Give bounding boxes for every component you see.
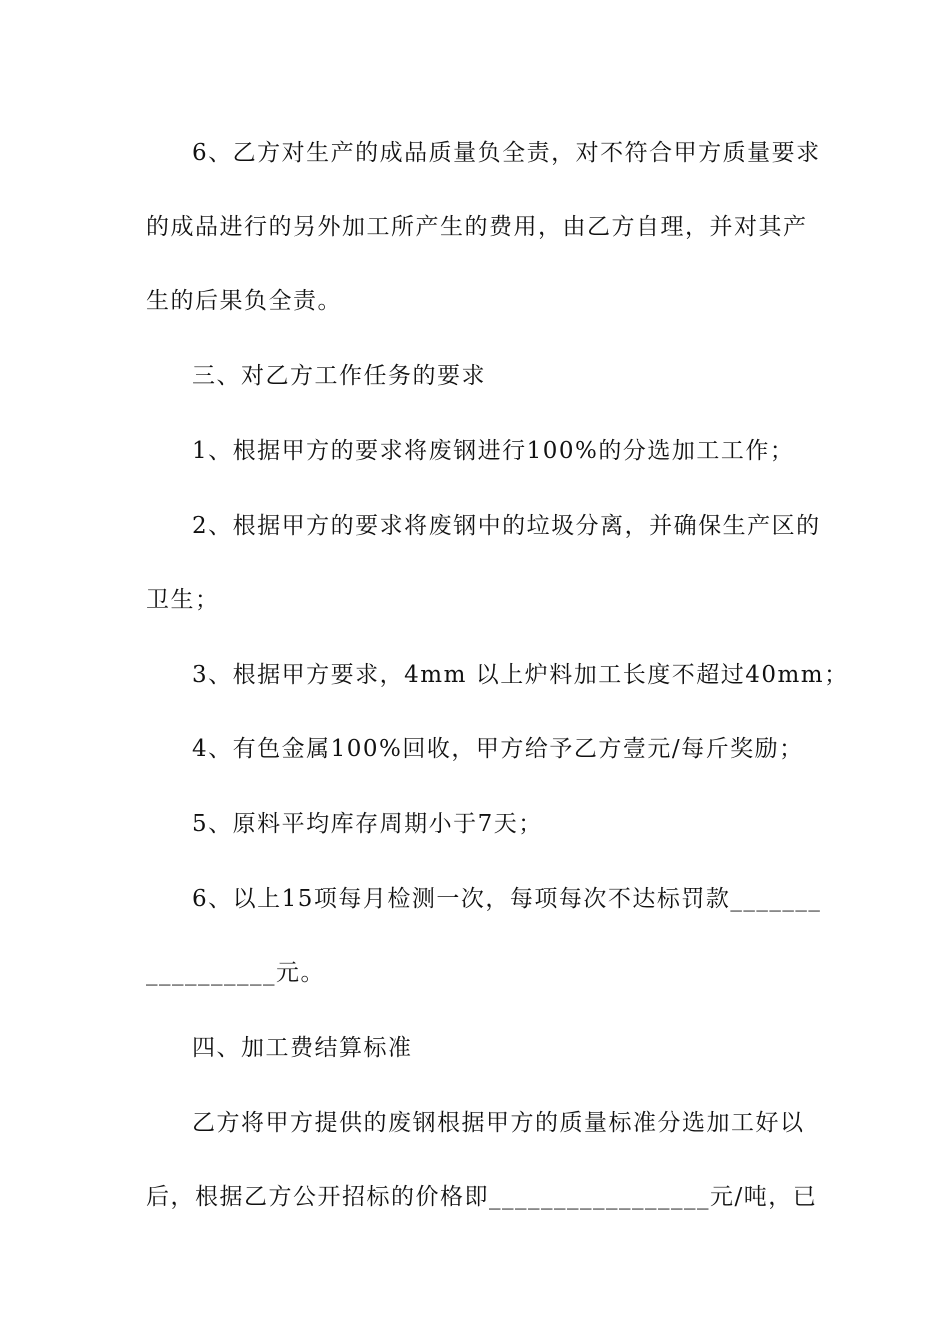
paragraph-line: 后，根据乙方公开招标的价格即_________________元/吨，已 [146, 1184, 818, 1210]
paragraph-line: 1、根据甲方的要求将废钢进行100%的分选加工工作； [192, 438, 795, 464]
paragraph-line: 2、根据甲方的要求将废钢中的垃圾分离，并确保生产区的 [192, 513, 821, 539]
paragraph-line: 3、根据甲方要求，4mm 以上炉料加工长度不超过40mm； [192, 662, 849, 688]
paragraph-line: 卫生； [146, 587, 220, 613]
paragraph-line: 生的后果负全责。 [146, 288, 342, 314]
paragraph-line: 乙方将甲方提供的废钢根据甲方的质量标准分选加工好以 [192, 1110, 805, 1136]
paragraph-line: 的成品进行的另外加工所产生的费用，由乙方自理，并对其产 [146, 214, 808, 240]
paragraph-line: 6、乙方对生产的成品质量负全责，对不符合甲方质量要求 [192, 140, 821, 166]
section-heading: 四、加工费结算标准 [192, 1035, 413, 1061]
section-heading: 三、对乙方工作任务的要求 [192, 363, 486, 389]
paragraph-line: 5、原料平均库存周期小于7天； [192, 811, 543, 837]
paragraph-line: 4、有色金属100%回收，甲方给予乙方壹元/每斤奖励； [192, 736, 804, 762]
paragraph-line: 6、以上15项每月检测一次，每项每次不达标罚款_______ [192, 886, 822, 912]
paragraph-line: __________元。 [146, 960, 325, 986]
